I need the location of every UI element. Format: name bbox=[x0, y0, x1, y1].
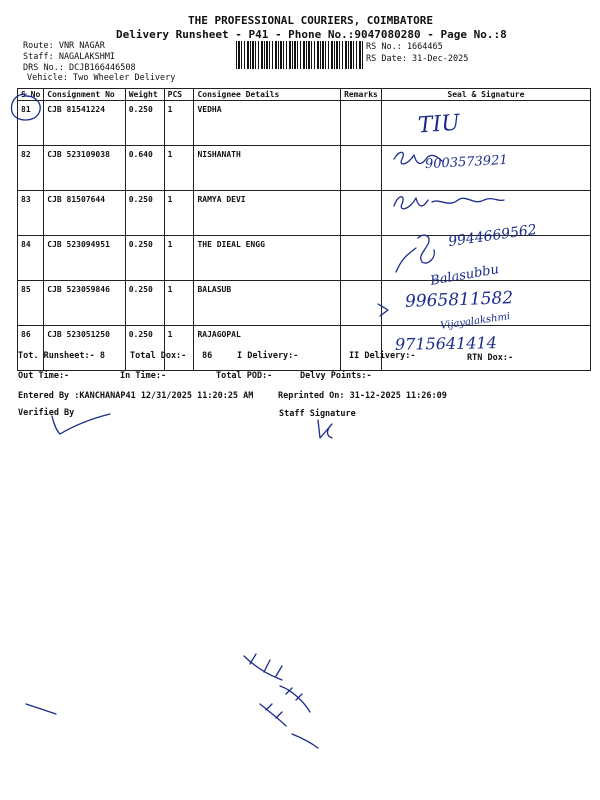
signature-row81: TIU bbox=[417, 110, 461, 139]
col-header-consignee: Consignee Details bbox=[194, 89, 341, 101]
entered-by: Entered By :KANCHANAP41 12/31/2025 11:20:25 AM bbox=[18, 391, 254, 401]
rtn-dox: RTN Dox:- bbox=[467, 353, 514, 363]
row-weight: 0.250 bbox=[125, 281, 164, 326]
vehicle-label: Vehicle: Two Wheeler Delivery bbox=[27, 73, 176, 83]
route-label: Route: VNR NAGAR bbox=[23, 41, 105, 51]
row-consignee: NISHANATH bbox=[194, 146, 341, 191]
bottom-scribbles bbox=[230, 650, 370, 760]
col-header-remarks: Remarks bbox=[341, 89, 382, 101]
reprinted-on: Reprinted On: 31-12-2025 11:26:09 bbox=[278, 391, 447, 401]
in-time: In Time:- bbox=[120, 371, 167, 381]
row-sno: 82 bbox=[18, 146, 44, 191]
delvy-points: Delvy Points:- bbox=[300, 371, 372, 381]
sno-circle-mark bbox=[6, 90, 46, 126]
staff-signature-label: Staff Signature bbox=[279, 409, 356, 419]
total-dox-value: 86 bbox=[202, 351, 213, 361]
total-dox-label: Total Dox:- bbox=[130, 351, 187, 361]
name-row86: Vijayalakshmi bbox=[439, 311, 511, 332]
rs-number: RS No.: 1664465 bbox=[366, 42, 443, 52]
row-sno: 86 bbox=[18, 326, 44, 371]
row-pcs: 1 bbox=[164, 101, 194, 146]
drs-number: DRS No.: DCJB166446508 bbox=[23, 63, 136, 73]
row-weight: 0.250 bbox=[125, 191, 164, 236]
col-header-seal: Seal & Signature bbox=[381, 89, 590, 101]
staff-label: Staff: NAGALAKSHMI bbox=[23, 52, 116, 62]
verified-by-signature bbox=[46, 410, 116, 440]
row-consignee: RAJAGOPAL bbox=[194, 326, 341, 371]
row-remarks bbox=[341, 101, 382, 146]
row-consignment-no: CJB 81507644 bbox=[44, 191, 125, 236]
row-consignment-no: CJB 81541224 bbox=[44, 101, 125, 146]
ii-delivery: II Delivery:- bbox=[349, 351, 416, 361]
row-consignee: BALASUB bbox=[194, 281, 341, 326]
row-sno: 85 bbox=[18, 281, 44, 326]
row-consignment-no: CJB 523051250 bbox=[44, 326, 125, 371]
row-signature bbox=[381, 101, 590, 146]
row-pcs: 1 bbox=[164, 191, 194, 236]
name-row85: Balasubbu bbox=[429, 262, 501, 289]
row-consignee: VEDHA bbox=[194, 101, 341, 146]
row-consignee: RAMYA DEVI bbox=[194, 191, 341, 236]
corner-mark bbox=[22, 700, 62, 720]
phone-row82: 9003573921 bbox=[424, 152, 509, 173]
rs-date: RS Date: 31-Dec-2025 bbox=[366, 54, 469, 64]
staff-signature-mark bbox=[310, 414, 340, 444]
col-header-consignment: Consignment No bbox=[44, 89, 125, 101]
row-pcs: 1 bbox=[164, 236, 194, 281]
barcode bbox=[236, 41, 364, 69]
row-weight: 0.250 bbox=[125, 236, 164, 281]
runsheet-subtitle: Delivery Runsheet - P41 - Phone No.:9047080280 - Page No.:8 bbox=[116, 28, 507, 41]
table-header-row bbox=[18, 89, 591, 101]
phone-row85: 9965811582 bbox=[404, 288, 514, 312]
row-remarks bbox=[341, 326, 382, 371]
row-sno: 84 bbox=[18, 236, 44, 281]
row-remarks bbox=[341, 146, 382, 191]
phone-row86: 9715641414 bbox=[394, 333, 497, 354]
row-consignment-no: CJB 523094951 bbox=[44, 236, 125, 281]
company-title: THE PROFESSIONAL COURIERS, COIMBATORE bbox=[188, 14, 434, 27]
total-pod: Total POD:- bbox=[216, 371, 273, 381]
col-header-sno: S.No bbox=[18, 89, 44, 101]
phone-row84: 9944669562 bbox=[447, 221, 538, 251]
row-pcs: 1 bbox=[164, 146, 194, 191]
i-delivery: I Delivery:- bbox=[237, 351, 299, 361]
total-runsheet: Tot. Runsheet:- 8 bbox=[18, 351, 105, 361]
row-pcs: 1 bbox=[164, 326, 194, 371]
row-consignment-no: CJB 523109038 bbox=[44, 146, 125, 191]
row-remarks bbox=[341, 236, 382, 281]
table-row bbox=[18, 326, 591, 371]
row-weight: 0.640 bbox=[125, 146, 164, 191]
row-consignment-no: CJB 523059846 bbox=[44, 281, 125, 326]
col-header-weight: Weight bbox=[125, 89, 164, 101]
row-weight: 0.250 bbox=[125, 101, 164, 146]
col-header-pcs: PCS bbox=[164, 89, 194, 101]
row86-arrow-mark bbox=[374, 300, 394, 320]
table-row bbox=[18, 101, 591, 146]
row-sno: 81 bbox=[18, 101, 44, 146]
row-remarks bbox=[341, 191, 382, 236]
row-sno: 83 bbox=[18, 191, 44, 236]
out-time: Out Time:- bbox=[18, 371, 70, 381]
row-consignee: THE DIEAL ENGG bbox=[194, 236, 341, 281]
row-weight: 0.250 bbox=[125, 326, 164, 371]
row-pcs: 1 bbox=[164, 281, 194, 326]
signature-row83-scribble bbox=[388, 188, 508, 218]
verified-by-label: Verified By bbox=[18, 408, 75, 418]
